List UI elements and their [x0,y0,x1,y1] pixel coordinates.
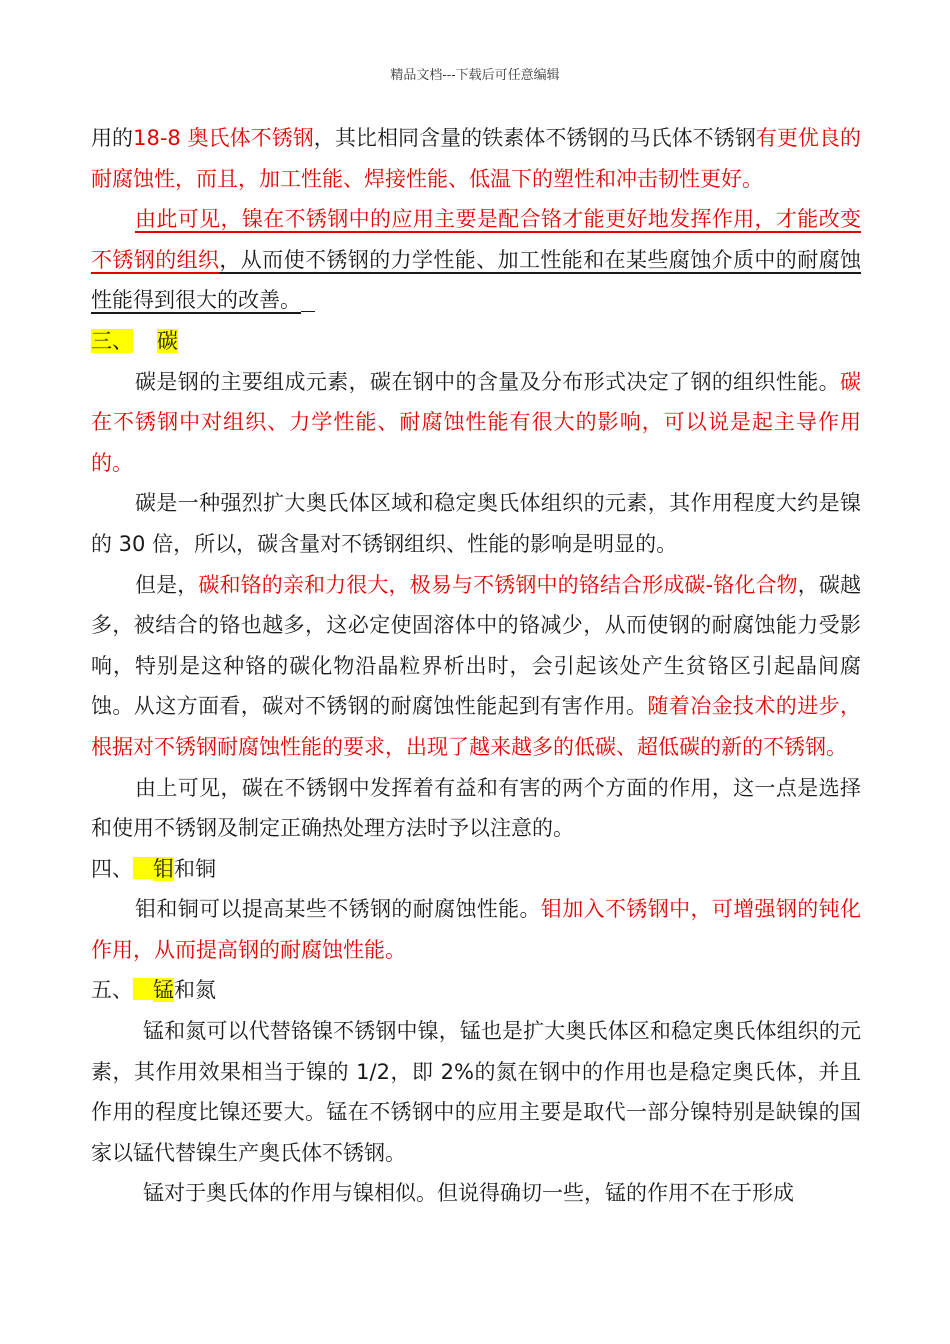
section-heading-manganese-nitrogen [91,970,861,1011]
underlined-text: ，从而使不锈钢的力学性能、加工性能和在某些腐蚀介质中的耐腐蚀性能得到很大的改善。 [91,247,862,313]
text: ，其比相同含量的铁素体不锈钢的马氏体不锈钢 [313,126,756,150]
paragraph-austenitic-comparison [91,118,861,199]
heading-highlight: 锰 [153,978,174,1003]
paragraph-carbon-intro [91,362,861,484]
highlight-red-text: 随着冶金技术的进步，根据对不锈钢耐腐蚀性能的要求，出现了越来越多的低碳、超低碳的新的不锈钢。 [91,694,862,759]
text: 用的 [91,126,134,150]
paragraph-carbon-conclusion: 由上可见，碳在不锈钢中发挥着有益和有害的两个方面的作用，这一点是选择和使用不锈钢及制定正确热处理方法时予以注意的。 [91,775,861,841]
heading-title: 和氮 [174,978,216,1003]
heading-number: 四、 [91,856,133,881]
heading-gap [133,978,153,1000]
text: 碳是钢的主要组成元素，碳在钢中的含量及分布形式决定了钢的组织性能。 [135,369,840,394]
paragraph-carbon-austenite: 碳是一种强烈扩大奥氏体区域和稳定奥氏体组织的元素，其作用程度大约是镍的 30 倍，所以，碳含量对不锈钢组织、性能的影响是明显的。 [91,491,861,556]
heading-highlight: 钼 [153,856,174,881]
heading-gap [133,857,153,879]
heading-number: 五、 [91,978,133,1003]
paragraph-manganese-austenite: 锰对于奥氏体的作用与镍相似。但说得确切一些，锰的作用不在于形成 [143,1181,794,1206]
page-header: 精品文档---下载后可任意编辑 [390,68,560,83]
underlined-red-text: 由此可见，镍在不锈钢中的应用主要是配合铬才能更好地发挥作用，才能改变不锈钢的组织 [91,207,861,272]
text: 钼和铜可以提高某些不锈钢的耐腐蚀性能。 [135,897,541,922]
paragraph-carbon-chromium [91,565,861,768]
heading-title: 碳 [157,328,178,353]
highlight-red-text: 碳在不锈钢中对组织、力学性能、耐腐蚀性能有很大的影响，可以说是起主导作用的。 [91,369,861,475]
section-heading-molybdenum-copper [91,849,861,890]
paragraph-manganese-nitrogen: 锰和氮可以代替铬镍不锈钢中镍，锰也是扩大奥氏体区和稳定奥氏体组织的元素，其作用效果相当于镍的 1/2，即 2%的氮在钢中的作用也是稳定奥氏体，并且作用的程度比镍还要大。锰在不锈钢中的应用主要是取代一部分镍特别是缺镍的国家以锰代替镍生产奥氏体不锈钢。 [91,1019,861,1165]
heading-number: 三、 [91,328,133,353]
underline-tail [301,310,315,312]
paragraph-molybdenum [91,889,861,970]
paragraph-nickel-summary [91,199,861,321]
highlight-red-text: 18-8 奥氏体不锈钢 [133,126,314,150]
highlight-red-text: 碳和铬的亲和力很大，极易与不锈钢中的铬结合形成碳-铬化合物 [198,572,798,597]
highlight-red-text: 钼加入不锈钢中，可增强钢的钝化作用，从而提高钢的耐腐蚀性能。 [91,897,862,962]
heading-title: 和铜 [174,856,216,881]
section-heading-carbon [91,321,861,362]
document-body [91,118,861,1214]
text: ，碳越多，被结合的铬也越多，这必定使固溶体中的铬减少，从而使钢的耐腐蚀能力受影响，特别是这种铬的碳化物沿晶粒界析出时，会引起该处产生贫铬区引起晶间腐蚀。从这方面看，碳对不锈钢的耐腐蚀性能起到有害作用。 [91,572,862,719]
highlight-red-text: 有更优良的耐腐蚀性，而且，加工性能、焊接性能、低温下的塑性和冲击韧性更好。 [91,126,862,191]
text: 但是， [135,572,199,597]
